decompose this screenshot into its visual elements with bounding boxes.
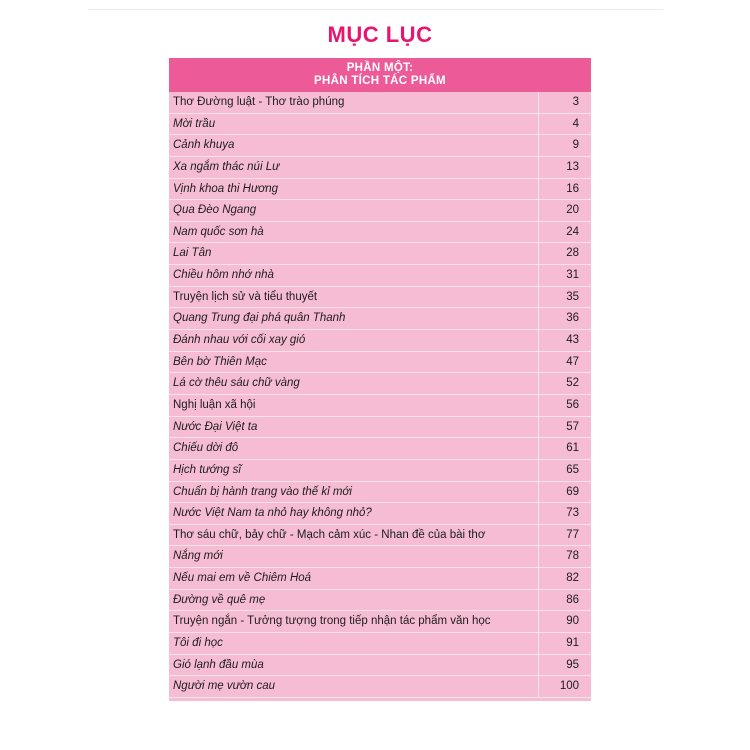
toc-entry [169, 222, 591, 244]
toc-entry [169, 265, 591, 287]
toc-entry [169, 417, 591, 439]
toc-entry-page: 28 [538, 243, 591, 264]
toc-entry-title: Đường về quê mẹ [173, 593, 266, 606]
toc-entry [169, 525, 591, 547]
toc-entry-title: Nam quốc sơn hà [173, 225, 264, 238]
toc-entry [169, 438, 591, 460]
toc-entry-page: 9 [538, 135, 591, 156]
toc-entry-title: Chiều hôm nhớ nhà [173, 269, 274, 282]
toc-entry-title: Nắng mới [173, 550, 223, 563]
toc-entry-title: Lá cờ thêu sáu chữ vàng [173, 377, 300, 390]
toc-entry [169, 200, 591, 222]
toc-entry-page: 57 [538, 417, 591, 438]
toc-entry-title: Chuẩn bị hành trang vào thế kỉ mới [173, 485, 352, 498]
toc-entry [169, 330, 591, 352]
table-of-contents [169, 58, 591, 701]
toc-entry [169, 92, 591, 114]
toc-entry-page: 65 [538, 460, 591, 481]
toc-entry [169, 611, 591, 633]
toc-entry [169, 308, 591, 330]
toc-entry-page: 31 [538, 265, 591, 286]
section-label: PHẦN MỘT: [346, 62, 414, 74]
toc-entry [169, 546, 591, 568]
toc-entry-title: Nước Đại Việt ta [173, 420, 258, 433]
section-header [169, 58, 591, 92]
toc-entry [169, 352, 591, 374]
toc-entry-title: Vịnh khoa thi Hương [173, 182, 279, 195]
toc-entry-page: 3 [538, 92, 591, 113]
toc-entry-title: Thơ sáu chữ, bảy chữ - Mạch cảm xúc - Nhan đề của bài thơ [173, 528, 486, 541]
page-title: MỤC LỤC [327, 22, 433, 47]
section-title: PHÂN TÍCH TÁC PHẨM [314, 75, 446, 87]
toc-entry-page: 91 [538, 633, 591, 654]
toc-entry-page: 35 [538, 287, 591, 308]
toc-entry [169, 590, 591, 612]
toc-entry-page: 56 [538, 395, 591, 416]
toc-entry-title: Chiếu dời đô [173, 442, 239, 455]
toc-entry-page: 61 [538, 438, 591, 459]
toc-entry-page: 4 [538, 114, 591, 135]
toc-entry [169, 157, 591, 179]
toc-entry-page: 77 [538, 525, 591, 546]
toc-entry-title: Nếu mai em về Chiêm Hoá [173, 572, 312, 585]
toc-entry-title: Qua Đèo Ngang [173, 204, 257, 217]
toc-entry-page: 73 [538, 503, 591, 524]
toc-entry [169, 114, 591, 136]
toc-entry-title: Truyện ngắn - Tưởng tượng trong tiếp nhận tác phẩm văn học [173, 615, 491, 628]
top-divider [88, 9, 663, 10]
toc-entry-title: Truyện lịch sử và tiểu thuyết [173, 290, 318, 303]
toc-entry-page: 36 [538, 308, 591, 329]
toc-entry-title: Bên bờ Thiên Mạc [173, 355, 267, 368]
toc-entry-page: 100 [538, 676, 591, 697]
toc-entry [169, 243, 591, 265]
toc-entry [169, 503, 591, 525]
toc-entry [169, 676, 591, 698]
toc-entry [169, 482, 591, 504]
toc-entry-page: 95 [538, 655, 591, 676]
toc-entry-title: Đánh nhau với cối xay gió [173, 334, 306, 347]
toc-entry-title: Xa ngắm thác núi Lư [173, 160, 280, 173]
toc-entry [169, 568, 591, 590]
toc-entry-page: 86 [538, 590, 591, 611]
toc-entry-title: Nước Việt Nam ta nhỏ hay không nhỏ? [173, 507, 372, 520]
toc-entry-page: 20 [538, 200, 591, 221]
toc-entry-page: 52 [538, 373, 591, 394]
toc-entry [169, 373, 591, 395]
toc-entry-title: Lai Tân [173, 247, 212, 260]
toc-entry [169, 460, 591, 482]
toc-entry [169, 135, 591, 157]
toc-entry [169, 395, 591, 417]
toc-rows [169, 92, 591, 701]
toc-entry-title: Nghị luận xã hội [173, 398, 256, 411]
toc-entry-page: 78 [538, 546, 591, 567]
toc-entry-title: Quang Trung đại phá quân Thanh [173, 312, 346, 325]
toc-entry-page: 43 [538, 330, 591, 351]
toc-entry-title: Người mẹ vườn cau [173, 680, 275, 693]
toc-entry-page: 90 [538, 611, 591, 632]
toc-entry [169, 633, 591, 655]
toc-entry-title: Hịch tướng sĩ [173, 463, 241, 476]
toc-entry-page: 47 [538, 352, 591, 373]
toc-entry-title: Gió lạnh đầu mùa [173, 658, 264, 671]
toc-entry-title: Tôi đi học [173, 637, 223, 650]
toc-entry-page: 24 [538, 222, 591, 243]
toc-entry [169, 179, 591, 201]
toc-entry-title: Mời trầu [173, 117, 216, 130]
toc-entry-title: Thơ Đường luật - Thơ trào phúng [173, 96, 345, 108]
toc-entry-page: 16 [538, 179, 591, 200]
toc-entry [169, 655, 591, 677]
toc-entry [169, 287, 591, 309]
toc-entry-page: 82 [538, 568, 591, 589]
toc-entry-title: Cảnh khuya [173, 139, 235, 152]
toc-entry-page: 13 [538, 157, 591, 178]
toc-entry-page: 69 [538, 482, 591, 503]
